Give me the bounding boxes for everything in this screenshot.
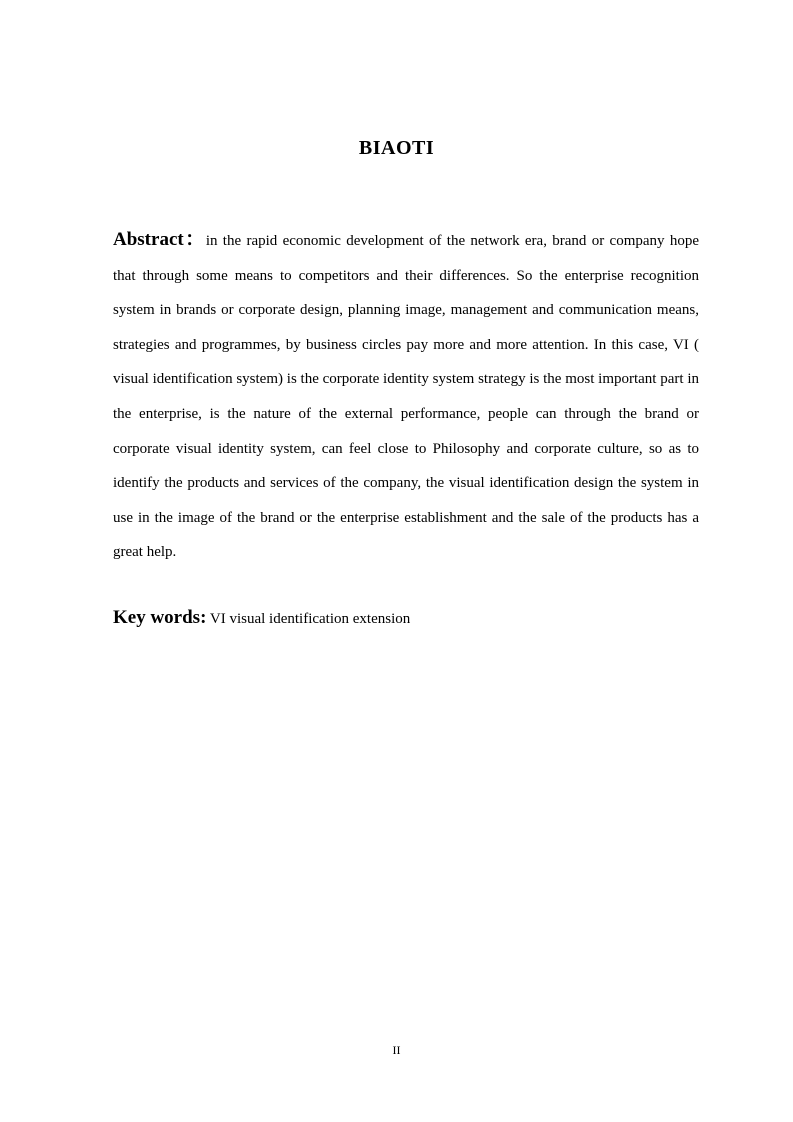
page-title: BIAOTI — [358, 137, 435, 159]
abstract-paragraph — [113, 223, 699, 570]
abstract-label: Abstract： — [113, 229, 206, 250]
keywords-text: VI visual identification extension — [209, 611, 411, 627]
abstract-text: in the rapid economic development of the network era, brand or company hope that through some means to competitors and their differences. So the enterprise recognition system in brands or corporate design, planning image, management and communication means, strategies and programmes, by business circles pay more and more attention. In this case, VI ( visual identification system) is the corporate identity system strategy is the most important part in the enterprise, is the nature of the external performance, people can through the brand or corporate visual identity system, can feel close to Philosophy and corporate culture, so as to identify the products and services of the company, the visual identification design the system in use in the image of the brand or the enterprise establishment and the sale of the products has a great help. — [113, 233, 699, 561]
keywords-paragraph — [113, 603, 699, 634]
keywords-label: Key words: — [113, 607, 207, 628]
page-number: II — [392, 1043, 401, 1057]
